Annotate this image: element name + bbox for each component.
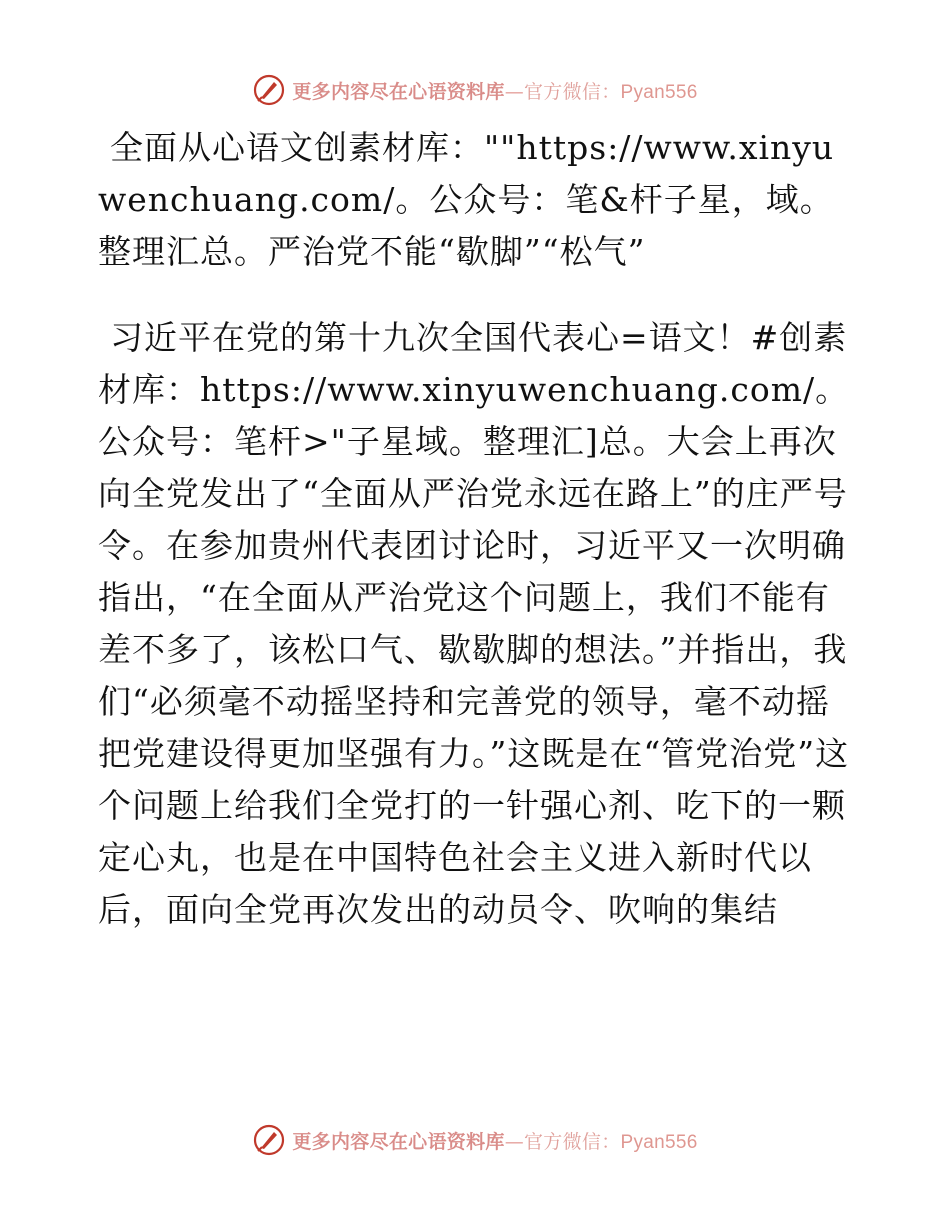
document-body bbox=[98, 122, 858, 936]
footer-banner-text bbox=[292, 1127, 697, 1154]
banner-handle: Pyan556 bbox=[620, 81, 698, 103]
banner-separator: — bbox=[504, 80, 524, 103]
header-banner-text bbox=[292, 77, 697, 104]
banner-separator: — bbox=[504, 1130, 524, 1153]
quill-pen-logo-icon bbox=[252, 1123, 286, 1157]
paragraph-2: 习近平在党的第十九次全国代表心=语文！#创素材库：https://www.xinyuwenchuang.com/。公众号：笔杆>"子星域。整理汇]总。大会上再次向全党发出了“全面从严治党永远在路上”的庄严号令。在参加贵州代表团讨论时，习近平又一次明确指出，“在全面从严治党这个问题上，我们不能有差不多了，该松口气、歇歇脚的想法。”并指出，我们“必须毫不动摇坚持和完善党的领导，毫不动摇把党建设得更加坚强有力。”这既是在“管党治党”这个问题上给我们全党打的一针强心剂、吃下的一颗定心丸，也是在中国特色社会主义进入新时代以后，面向全党再次发出的动员令、吹响的集结 bbox=[98, 318, 850, 929]
header-banner bbox=[0, 68, 950, 112]
banner-main-text: 更多内容尽在心语资料库 bbox=[292, 1130, 505, 1153]
quill-pen-logo-icon bbox=[252, 73, 286, 107]
footer-banner bbox=[0, 1118, 950, 1162]
banner-handle: Pyan556 bbox=[620, 1131, 698, 1153]
banner-label: 官方微信： bbox=[524, 80, 621, 103]
banner-main-text: 更多内容尽在心语资料库 bbox=[292, 80, 505, 103]
paragraph-1: 全面从心语文创素材库：""https://www.xinyuwenchuang.com/。公众号：笔&杆子星，域。整理汇总。严治党不能“歇脚”“松气” bbox=[98, 128, 835, 271]
banner-label: 官方微信： bbox=[524, 1130, 621, 1153]
